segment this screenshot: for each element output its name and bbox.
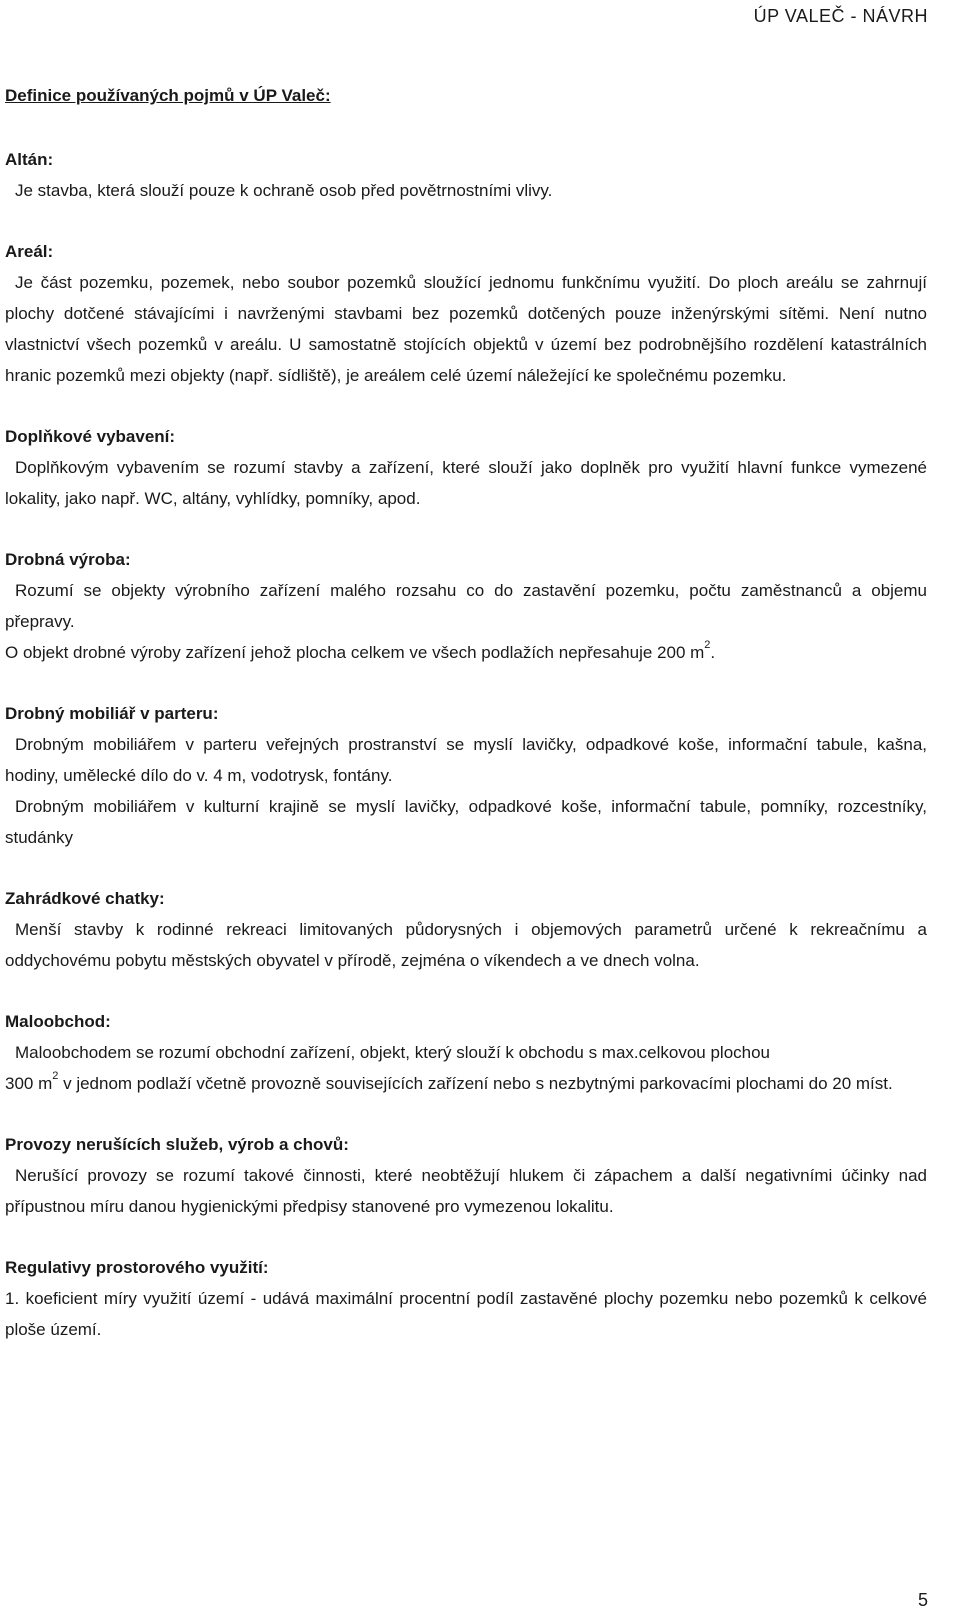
trailing-period: . [710, 643, 716, 662]
definition-text-continued [5, 1068, 927, 1099]
term-heading: Zahrádkové chatky: [5, 889, 165, 908]
definition-maloobchod [5, 1006, 927, 1099]
document-header: ÚP VALEČ - NÁVRH [753, 6, 928, 26]
term-heading: Regulativy prostorového využití: [5, 1258, 269, 1277]
term-heading: Areál: [5, 242, 54, 261]
definition-text: Nerušící provozy se rozumí takové činnosti, které neobtěžují hlukem či zápachem a další negativními účinky nad přípustnou míru danou hygienickými předpisy stanovené pro vymezenou lokalitu. [5, 1166, 927, 1216]
term-heading: Altán: [5, 150, 54, 169]
definition-text: Je stavba, která slouží pouze k ochraně osob před povětrnostními vlivy. [15, 181, 553, 200]
definition-areal [5, 236, 927, 391]
definition-text-area-limit [5, 637, 927, 668]
term-heading: Maloobchod: [5, 1012, 111, 1031]
definition-drobny-mobiliar [5, 698, 927, 853]
definition-text: Maloobchodem se rozumí obchodní zařízení, objekt, který slouží k obchodu s max.celkovou plochou [15, 1043, 771, 1062]
definition-text: Drobným mobiliářem v parteru veřejných prostranství se myslí lavičky, odpadkové koše, informační tabule, kašna, hodiny, umělecké dílo do v. 4 m, vodotrysk, fontány. [5, 735, 927, 785]
document-body [5, 80, 927, 1375]
definition-text: Je část pozemku, pozemek, nebo soubor pozemků sloužící jednomu funkčnímu využití. Do ploch areálu se zahrnují plochy dotčené stávajícími i navrženými stavbami bez pozemků dotčených pouze inženýrskými sítěmi. Není nutno vlastnictví všech pozemků v areálu. U samostatně stojících objektů v území bez podrobnějšího rozdělení katastrálních hranic pozemků mezi objekty (např. sídliště), je areálem celé území náležející ke společnému pozemku. [5, 273, 927, 385]
superscript-2: 2 [52, 1070, 59, 1083]
term-heading: Drobný mobiliář v parteru: [5, 704, 219, 723]
term-heading: Doplňkové vybavení: [5, 427, 176, 446]
term-heading: Provozy nerušících služeb, výrob a chovů: [5, 1135, 349, 1154]
definition-text: Drobným mobiliářem v kulturní krajině se myslí lavičky, odpadkové koše, informační tabule, pomníky, rozcestníky, studánky [5, 797, 927, 847]
continued-text: v jednom podlaží včetně provozně souvisejících zařízení nebo s nezbytnými parkovacími plochami do 20 míst. [58, 1074, 893, 1093]
document-title: Definice používaných pojmů v ÚP Valeč: [5, 86, 331, 105]
definition-drobna-vyroba [5, 544, 927, 668]
definition-doplnkove-vybaveni [5, 421, 927, 514]
definition-altan [5, 144, 927, 206]
superscript-2: 2 [704, 639, 711, 652]
page-number: 5 [917, 1590, 928, 1610]
definition-provozy [5, 1129, 927, 1222]
definition-text: Rozumí se objekty výrobního zařízení malého rozsahu co do zastavění pozemku, počtu zaměstnanců a objemu přepravy. [5, 581, 927, 631]
area-value: 300 m [5, 1074, 53, 1093]
definition-text: Menší stavby k rodinné rekreaci limitovaných půdorysných i objemových parametrů určené k rekreačnímu a oddychovému pobytu městských obyvatel v přírodě, zejména o víkendech a ve dnech volna. [5, 920, 927, 970]
definition-zahradkove-chatky [5, 883, 927, 976]
term-heading: Drobná výroba: [5, 550, 131, 569]
area-limit-text: O objekt drobné výroby zařízení jehož plocha celkem ve všech podlažích nepřesahuje 200 m [5, 643, 705, 662]
definition-regulativy [5, 1252, 927, 1345]
definition-text: Doplňkovým vybavením se rozumí stavby a zařízení, které slouží jako doplněk pro využití hlavní funkce vymezené lokality, jako např. WC, altány, vyhlídky, pomníky, apod. [5, 458, 927, 508]
definition-text: 1. koeficient míry využití území - udává maximální procentní podíl zastavěné plochy pozemku nebo pozemků k celkové ploše území. [5, 1289, 927, 1339]
